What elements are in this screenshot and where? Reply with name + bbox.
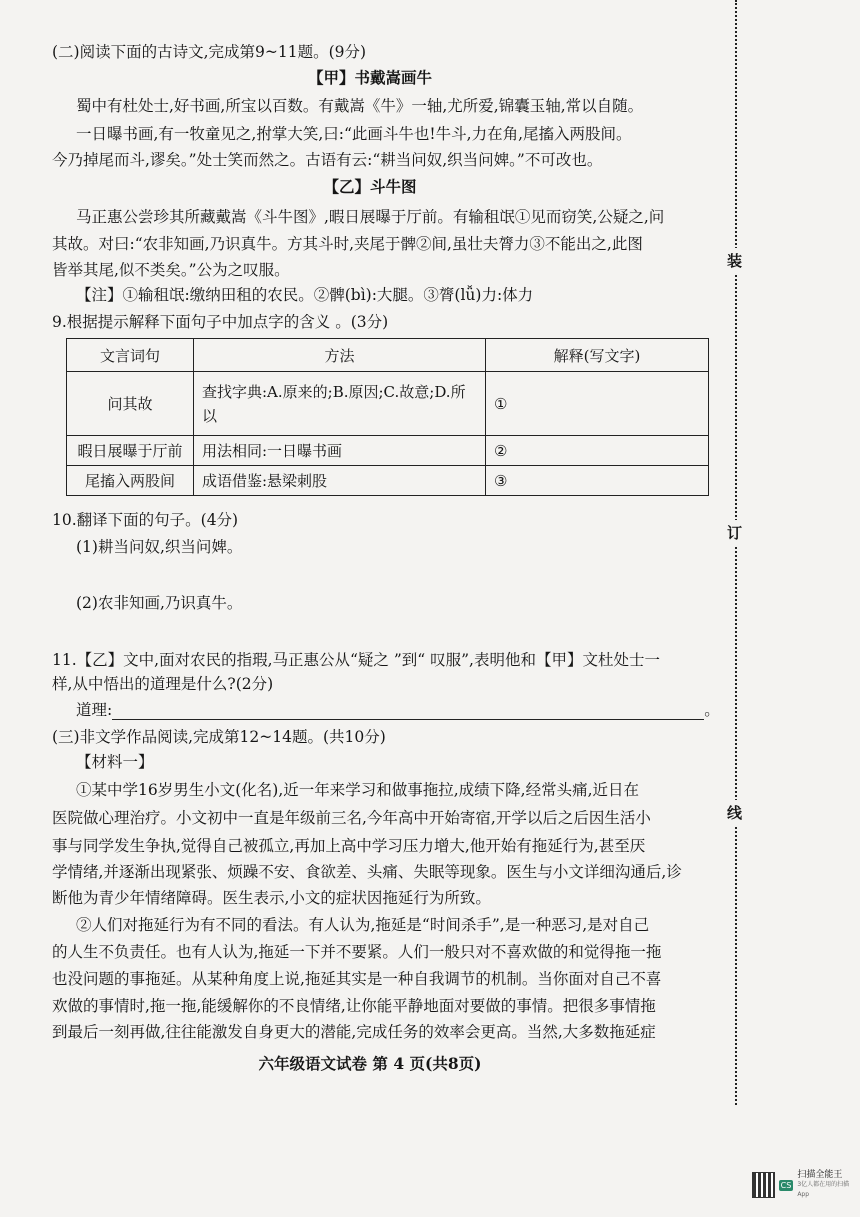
- table-row: [67, 372, 709, 436]
- answer-end-mark: 。: [704, 701, 720, 719]
- binding-mark-ding: 订: [727, 520, 742, 545]
- answer-cell[interactable]: ①: [486, 372, 709, 436]
- binding-mark-xian: 线: [727, 800, 742, 825]
- question-10-sentence: (1)耕当问奴,织当问婢。: [76, 538, 243, 556]
- table-header-row: [67, 339, 709, 372]
- page-footer: 六年级语文试卷 第 4 页(共8页): [258, 1054, 482, 1073]
- question-9-table: [66, 338, 709, 496]
- section2-heading: (二)阅读下面的古诗文,完成第9~11题。(9分): [52, 43, 367, 61]
- question-11-answer-line[interactable]: [76, 700, 720, 720]
- question-9-stem: 9.根据提示解释下面句子中加点字的含义 。(3分): [52, 313, 389, 331]
- table-row: [67, 466, 709, 496]
- answer-blank[interactable]: [112, 703, 704, 720]
- scanner-brand-name: 扫描全能王: [797, 1170, 843, 1180]
- cs-logo-badge: CS: [780, 1180, 792, 1190]
- paragraph-1-line: 事与同学发生争执,觉得自己被孤立,再加上高中学习压力增大,他开始有拖延行为,甚至厌: [52, 837, 646, 855]
- phrase-cell: 暇日展曝于厅前: [67, 436, 194, 466]
- scanner-brand: [797, 1170, 852, 1200]
- method-cell: 查找字典:A.原来的;B.原因;C.故意;D.所以: [194, 372, 486, 436]
- passage-b-line: 马正惠公尝珍其所藏戴嵩《斗牛图》,暇日展曝于厅前。有输租氓①见而窃笑,公疑之,问: [76, 208, 665, 226]
- table-header-cell: 文言词句: [67, 339, 194, 372]
- scanner-watermark: [752, 1170, 852, 1200]
- paragraph-2-line: 也没问题的事拖延。从某种角度上说,拖延其实是一种自我调节的机制。当你面对自己不喜: [52, 970, 662, 988]
- passage-b-line: 皆举其尾,似不类矣。”公为之叹服。: [52, 261, 290, 279]
- method-cell: 成语借鉴:悬梁刺股: [194, 466, 486, 496]
- paragraph-1-line: 医院做心理治疗。小文初中一直是年级前三名,今年高中开始寄宿,开学以后之后因生活小: [52, 809, 651, 827]
- paragraph-1-line: 学情绪,并逐渐出现紧张、烦躁不安、食欲差、头痛、失眠等现象。医生与小文详细沟通后,诊: [52, 863, 682, 881]
- passage-a-line: 今乃掉尾而斗,谬矣。”处士笑而然之。古语有云:“耕当问奴,织当问婢。”不可改也。: [52, 151, 603, 169]
- paragraph-2-line: 到最后一刻再做,往往能激发自身更大的潜能,完成任务的效率会更高。当然,大多数拖延症: [52, 1023, 656, 1041]
- paragraph-2-line: ②人们对拖延行为有不同的看法。有人认为,拖延是“时间杀手”,是一种恶习,是对自己: [76, 916, 650, 934]
- phrase-cell: 尾搐入两股间: [67, 466, 194, 496]
- paragraph-2-line: 欢做的事情时,拖一拖,能缓解你的不良情绪,让你能平静地面对要做的事情。把很多事情拖: [52, 997, 656, 1015]
- answer-cell[interactable]: ③: [486, 466, 709, 496]
- question-10-stem: 10.翻译下面的句子。(4分): [52, 511, 239, 529]
- passage-b-title: 【乙】斗牛图: [323, 177, 417, 196]
- passage-a-title: 【甲】书戴嵩画牛: [307, 68, 432, 87]
- answer-label: 道理:: [76, 701, 113, 719]
- question-11-stem: 样,从中悟出的道理是什么?(2分): [52, 675, 274, 693]
- phrase-cell: 问其故: [67, 372, 194, 436]
- passage-a-line: 蜀中有杜处士,好书画,所宝以百数。有戴嵩《牛》一轴,尤所爱,锦囊玉轴,常以自随。: [76, 97, 644, 115]
- question-11-stem: 11.【乙】文中,面对农民的指瑕,马正惠公从“疑之 ”到“ 叹服”,表明他和【甲】文杜处士一: [52, 651, 660, 669]
- paragraph-1-line: ①某中学16岁男生小文(化名),近一年来学习和做事拖拉,成绩下降,经常头痛,近日在: [76, 781, 640, 799]
- section3-heading: (三)非文学作品阅读,完成第12~14题。(共10分): [52, 728, 386, 746]
- material-1-title: 【材料一】: [76, 753, 154, 771]
- table-header-cell: 方法: [194, 339, 486, 372]
- method-cell: 用法相同:一日曝书画: [194, 436, 486, 466]
- table-header-cell: 解释(写文字): [486, 339, 709, 372]
- answer-cell[interactable]: ②: [486, 436, 709, 466]
- question-10-sentence: (2)农非知画,乃识真牛。: [76, 594, 243, 612]
- binding-line: [735, 0, 737, 1105]
- qr-code-icon: [752, 1172, 775, 1198]
- binding-mark-zhuang: 装: [727, 248, 742, 273]
- paragraph-2-line: 的人生不负责任。也有人认为,拖延一下并不要紧。人们一般只对不喜欢做的和觉得拖一拖: [52, 943, 662, 961]
- passage-b-line: 其故。对曰:“农非知画,乃识真牛。方其斗时,夹尾于髀②间,虽壮夫膂力③不能出之,此图: [52, 235, 643, 253]
- paragraph-1-line: 断他为青少年情绪障碍。医生表示,小文的症状因拖延行为所致。: [52, 889, 491, 907]
- table-row: [67, 436, 709, 466]
- scanner-brand-sub: 3亿人都在用的扫描App: [797, 1181, 850, 1198]
- annotation-note: 【注】①输租氓:缴纳田租的农民。②髀(bì):大腿。③膂(lǚ)力:体力: [76, 286, 534, 304]
- passage-a-line: 一日曝书画,有一牧童见之,拊掌大笑,曰:“此画斗牛也!牛斗,力在角,尾搐入两股间。: [76, 125, 632, 143]
